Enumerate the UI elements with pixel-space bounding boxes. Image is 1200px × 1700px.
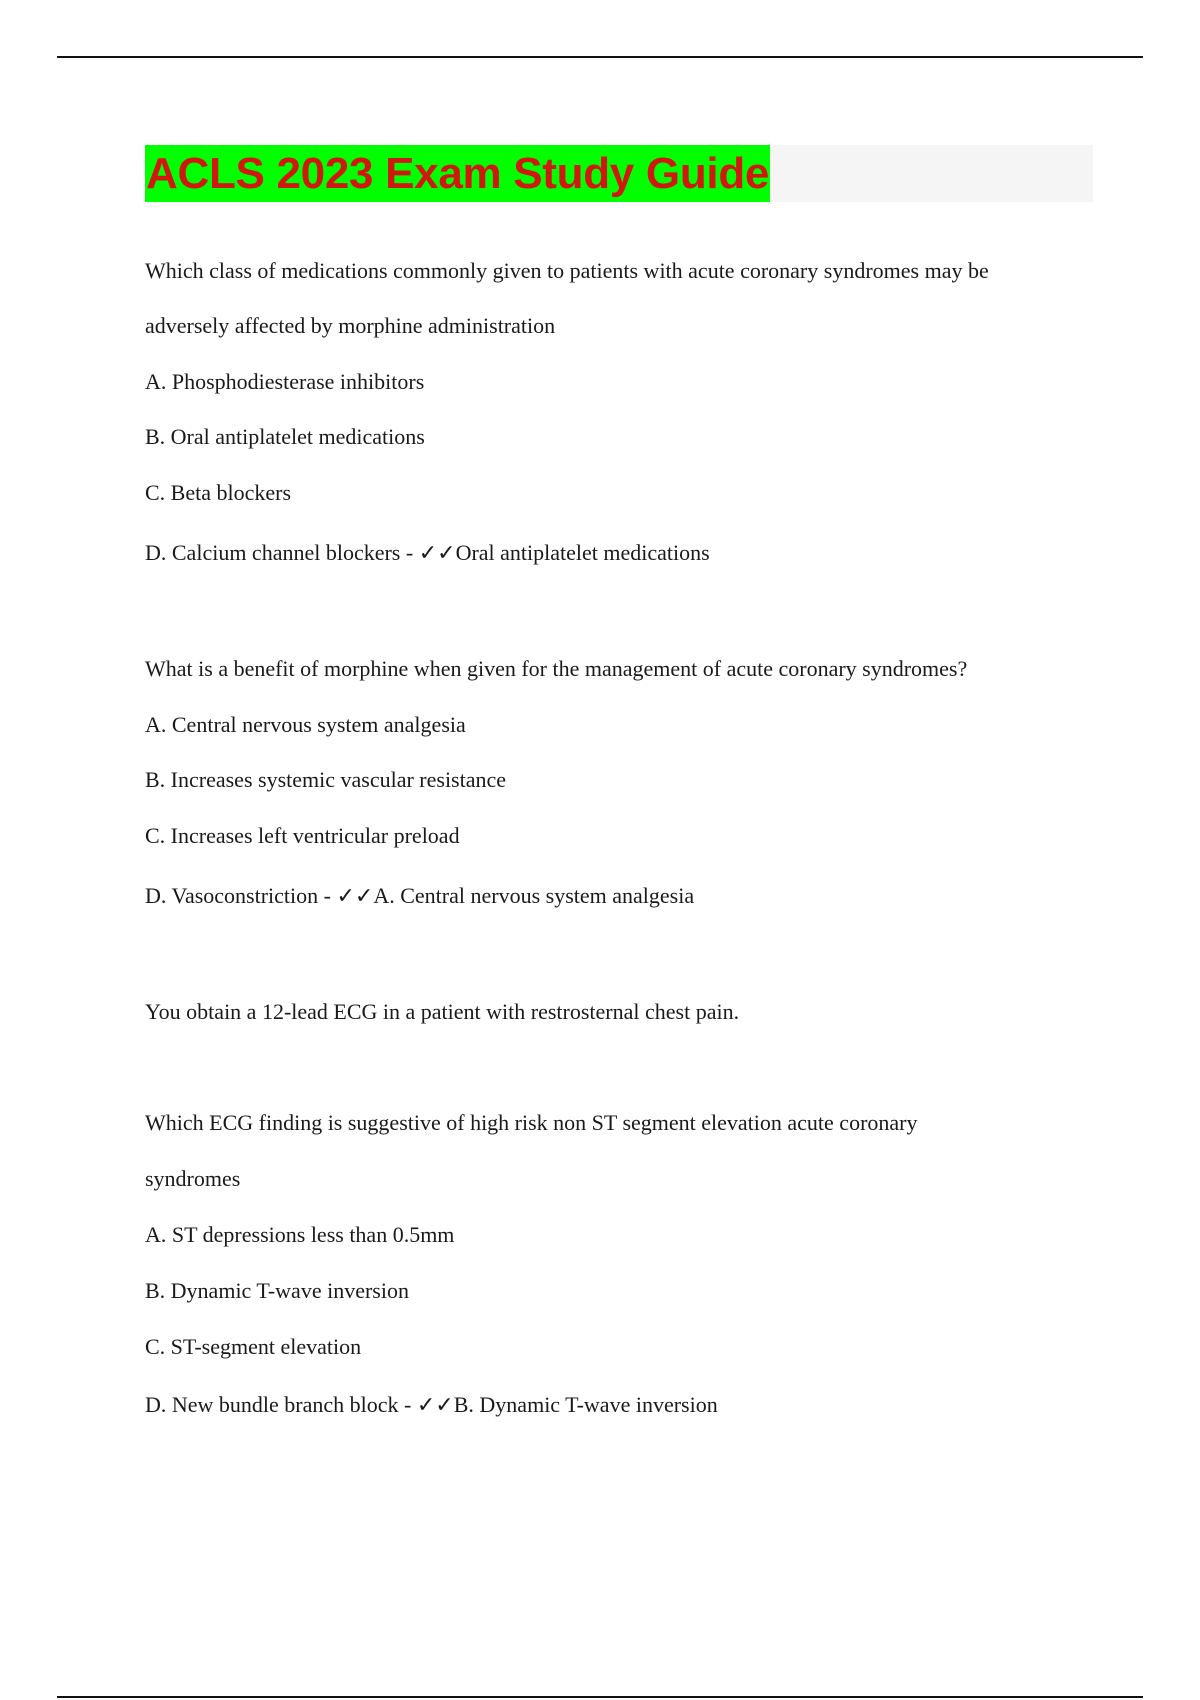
question-3-option-a: A. ST depressions less than 0.5mm	[145, 1222, 455, 1247]
question-2-option-d-row	[145, 882, 694, 911]
question-2-option-a: A. Central nervous system analgesia	[145, 712, 466, 737]
question-3-context: You obtain a 12-lead ECG in a patient with restrosternal chest pain.	[145, 999, 740, 1024]
question-3-answer: B. Dynamic T-wave inversion	[453, 1392, 718, 1417]
question-1-option-b: B. Oral antiplatelet medications	[145, 424, 425, 449]
question-3-stem-line-1: Which ECG finding is suggestive of high risk non ST segment elevation acute coronary	[145, 1110, 918, 1135]
question-3-option-b: B. Dynamic T-wave inversion	[145, 1278, 409, 1303]
question-1-answer: Oral antiplatelet medications	[455, 540, 710, 565]
question-2-option-d: D. Vasoconstriction -	[145, 883, 337, 908]
question-2-option-b: B. Increases systemic vascular resistance	[145, 767, 507, 792]
question-1-stem-line-1: Which class of medications commonly given to patients with acute coronary syndromes may be	[145, 258, 989, 283]
question-2-stem-line-1: What is a benefit of morphine when given for the management of acute coronary syndromes?	[145, 656, 968, 681]
question-1-option-d: D. Calcium channel blockers -	[145, 540, 419, 565]
page-bottom-rule	[57, 1696, 1143, 1698]
page-top-rule	[57, 56, 1143, 58]
question-2-answer: A. Central nervous system analgesia	[373, 883, 695, 908]
question-1-option-d-row	[145, 539, 710, 568]
question-2-option-c: C. Increases left ventricular preload	[145, 823, 460, 848]
check-mark-icon: ✓✓	[416, 1393, 454, 1418]
document-title: ACLS 2023 Exam Study Guide	[145, 145, 770, 202]
question-1-option-c: C. Beta blockers	[145, 480, 292, 505]
check-mark-icon: ✓✓	[418, 541, 456, 566]
question-1-stem-line-2: adversely affected by morphine administration	[145, 313, 556, 338]
question-3-option-d: D. New bundle branch block -	[145, 1392, 417, 1417]
question-3-option-c: C. ST-segment elevation	[145, 1334, 362, 1359]
question-3-stem-line-2: syndromes	[145, 1166, 241, 1191]
check-mark-icon: ✓✓	[336, 884, 374, 909]
question-1-option-a: A. Phosphodiesterase inhibitors	[145, 369, 425, 394]
question-3-option-d-row	[145, 1391, 718, 1420]
